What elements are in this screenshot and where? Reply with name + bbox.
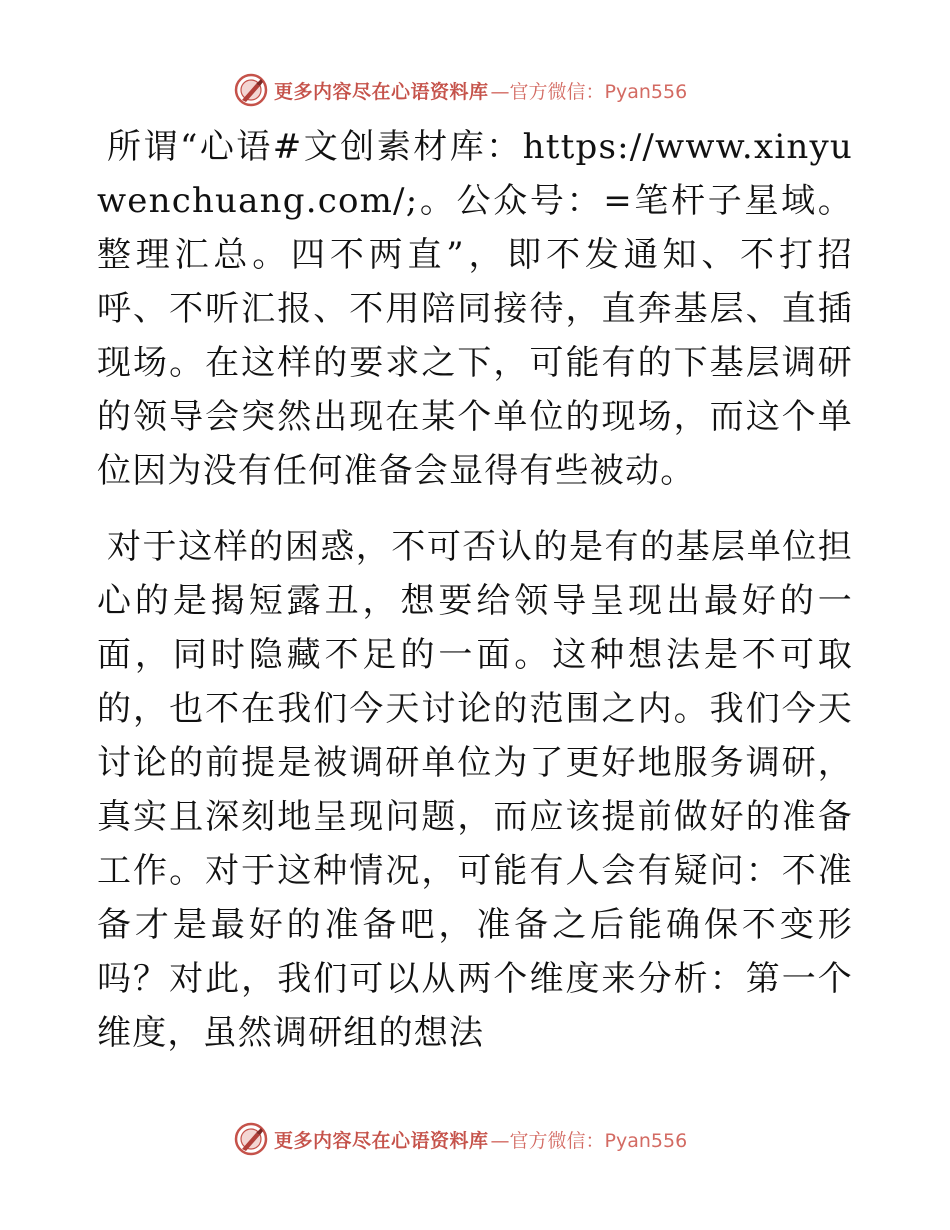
pen-logo-icon [234, 1122, 268, 1156]
footer-banner-contact: —官方微信：Pyan556 [490, 1129, 688, 1152]
header-banner-text: 更多内容尽在心语资料库 [274, 80, 489, 103]
header-banner-contact: —官方微信：Pyan556 [490, 80, 688, 103]
paragraph-2: 对于这样的困惑，不可否认的是有的基层单位担心的是揭短露丑，想要给领导呈现出最好的一面，同时隐藏不足的一面。这种想法是不可取的，也不在我们今天讨论的范围之内。我们今天讨论的前提是被调研单位为了更好地服务调研，真实且深刻地呈现问题，而应该提前做好的准备工作。对于这种情况，可能有人会有疑问：不准备才是最好的准备吧，准备之后能确保不变形吗？对此，我们可以从两个维度来分析：第一个维度，虽然调研组的想法 [97, 527, 853, 1053]
header-watermark-banner [234, 72, 687, 108]
footer-banner-text: 更多内容尽在心语资料库 [274, 1129, 489, 1152]
footer-watermark-banner [234, 1121, 687, 1157]
document-body [97, 120, 853, 1060]
paragraph-1: 所谓“心语#文创素材库：https://www.xinyuwenchuang.com/;。公众号：=笔杆子星域。整理汇总。四不两直”，即不发通知、不打招呼、不听汇报、不用陪同接待，直奔基层、直插现场。在这样的要求之下，可能有的下基层调研的领导会突然出现在某个单位的现场，而这个单位因为没有任何准备会显得有些被动。 [97, 127, 853, 491]
pen-logo-icon [234, 73, 268, 107]
